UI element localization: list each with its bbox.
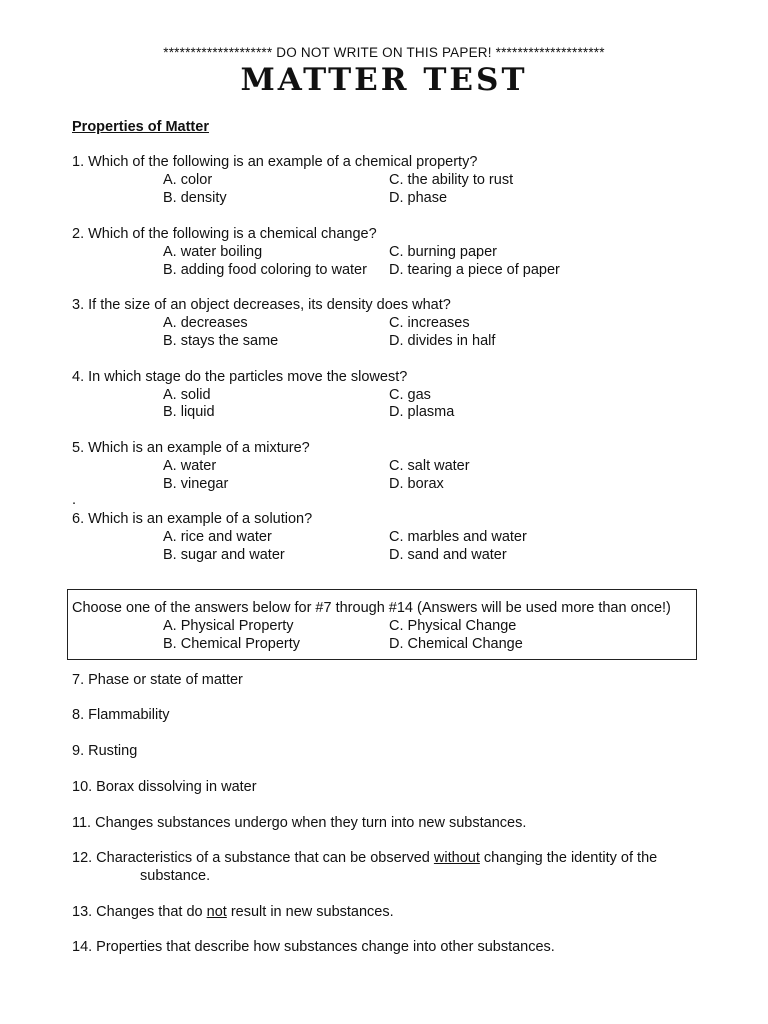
item-13-underlined-word: not: [206, 904, 227, 920]
question-1-option-c: C. the ability to rust: [389, 172, 514, 188]
item-12-text-start: 12. Characteristics of a substance that can be observed: [72, 850, 434, 866]
question-4: 4. In which stage do the particles move the slowest?: [72, 369, 408, 385]
question-5-option-b: B. vinegar: [163, 476, 229, 492]
item-13: [72, 903, 394, 921]
do-not-write-warning: ******************** DO NOT WRITE ON THIS PAPER! ********************: [163, 45, 605, 60]
question-6-option-d: D. sand and water: [389, 547, 507, 563]
question-2-option-a: A. water boiling: [163, 244, 263, 260]
question-6-option-b: B. sugar and water: [163, 547, 285, 563]
question-3-option-d: D. divides in half: [389, 333, 496, 349]
question-4-option-c: C. gas: [389, 387, 431, 403]
answer-key-b: B. Chemical Property: [163, 636, 300, 652]
item-12-text-end: changing the identity of the: [479, 850, 658, 866]
item-12-continuation: substance.: [140, 868, 211, 884]
item-8: 8. Flammability: [72, 707, 170, 723]
question-1-option-b: B. density: [163, 190, 227, 206]
answer-key-d: D. Chemical Change: [389, 636, 523, 652]
item-9: 9. Rusting: [72, 743, 138, 759]
stray-period: .: [72, 492, 77, 508]
question-3: 3. If the size of an object decreases, its density does what?: [72, 297, 451, 313]
instruction-text: Choose one of the answers below for #7 through #14 (Answers will be used more than once!): [72, 600, 671, 616]
item-12: [72, 849, 657, 867]
section-title: Properties of Matter: [72, 119, 209, 135]
question-1-option-a: A. color: [163, 172, 213, 188]
question-3-option-b: B. stays the same: [163, 333, 279, 349]
question-5-option-d: D. borax: [389, 476, 444, 492]
question-1: 1. Which of the following is an example of a chemical property?: [72, 154, 478, 170]
item-14: 14. Properties that describe how substances change into other substances.: [72, 939, 555, 955]
item-7: 7. Phase or state of matter: [72, 672, 243, 688]
question-6: 6. Which is an example of a solution?: [72, 511, 313, 527]
item-10: 10. Borax dissolving in water: [72, 779, 257, 795]
answer-key-a: A. Physical Property: [163, 618, 294, 634]
answer-key-c: C. Physical Change: [389, 618, 517, 634]
item-11: 11. Changes substances undergo when they turn into new substances.: [72, 815, 527, 831]
question-6-option-a: A. rice and water: [163, 529, 272, 545]
question-5-option-a: A. water: [163, 458, 217, 474]
item-12-underlined-word: without: [433, 850, 480, 866]
question-5-option-c: C. salt water: [389, 458, 470, 474]
question-4-option-b: B. liquid: [163, 404, 215, 420]
question-1-option-d: D. phase: [389, 190, 448, 206]
item-13-text-start: 13. Changes that do: [72, 904, 207, 920]
question-2-option-c: C. burning paper: [389, 244, 498, 260]
question-6-option-c: C. marbles and water: [389, 529, 527, 545]
item-13-text-end: result in new substances.: [226, 904, 394, 920]
question-2-option-b: B. adding food coloring to water: [163, 262, 367, 278]
question-4-option-d: D. plasma: [389, 404, 455, 420]
question-3-option-c: C. increases: [389, 315, 470, 331]
question-4-option-a: A. solid: [163, 387, 211, 403]
question-5: 5. Which is an example of a mixture?: [72, 440, 310, 456]
question-2: 2. Which of the following is a chemical change?: [72, 226, 377, 242]
question-2-option-d: D. tearing a piece of paper: [389, 262, 560, 278]
question-3-option-a: A. decreases: [163, 315, 248, 331]
page-title: MATTER TEST: [240, 62, 528, 98]
